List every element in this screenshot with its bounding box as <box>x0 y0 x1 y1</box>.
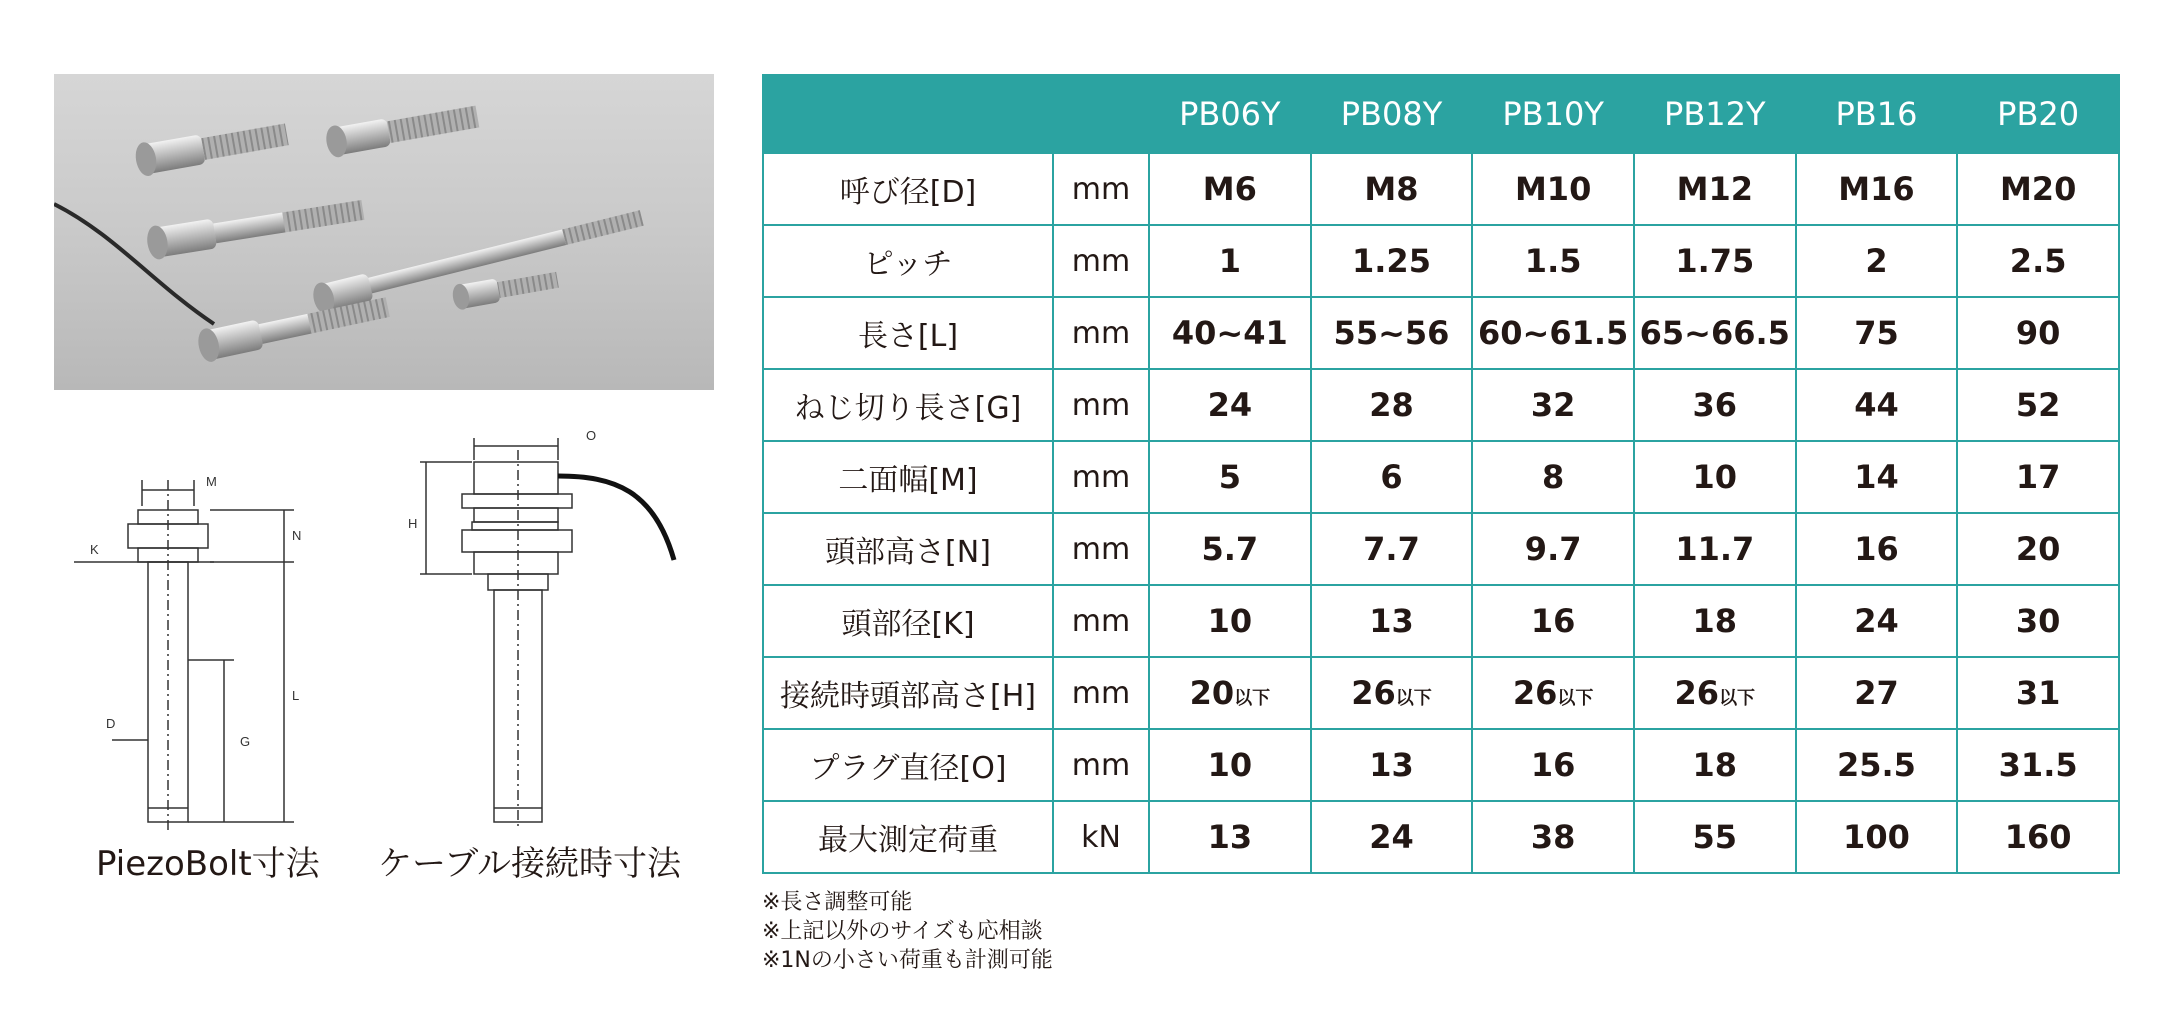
cell-value: 5.7 <box>1201 530 1259 568</box>
table-cell <box>1634 153 1796 225</box>
table-cell <box>1311 801 1473 873</box>
table-cell <box>1796 801 1958 873</box>
table-cell <box>1149 153 1311 225</box>
caption-piezobolt: PiezoBolt寸法 <box>96 844 320 884</box>
cell-suffix: 以下 <box>1395 688 1432 709</box>
product-photo <box>54 74 714 390</box>
cell-suffix: 以下 <box>1234 688 1271 709</box>
table-row <box>763 801 2119 873</box>
table-cell <box>1957 801 2119 873</box>
cell-value: M10 <box>1514 170 1592 208</box>
table-row <box>763 729 2119 801</box>
cell-value: 11.7 <box>1675 530 1755 568</box>
cell-value: 14 <box>1854 458 1899 496</box>
cell-value: 6 <box>1380 458 1403 496</box>
cell-value: 60~61.5 <box>1477 314 1629 352</box>
cell-value: 24 <box>1369 818 1414 856</box>
table-cell <box>1796 225 1958 297</box>
cable-connected-drawing <box>420 438 572 830</box>
table-cell <box>1311 369 1473 441</box>
table-cell <box>1634 513 1796 585</box>
table-cell <box>1472 729 1634 801</box>
caption-cable: ケーブル接続時寸法 <box>378 844 681 884</box>
header-model: PB10Y <box>1472 75 1634 153</box>
table-cell <box>1149 225 1311 297</box>
row-unit: mm <box>1053 729 1149 801</box>
table-cell <box>1796 369 1958 441</box>
row-label: ピッチ <box>763 225 1053 297</box>
table-cell <box>1149 297 1311 369</box>
cell-value: M12 <box>1676 170 1753 208</box>
row-label: 最大測定荷重 <box>763 801 1053 873</box>
cell-value: 18 <box>1692 746 1738 784</box>
row-unit: mm <box>1053 297 1149 369</box>
row-unit: mm <box>1053 153 1149 225</box>
dim-label-m: M <box>206 474 217 489</box>
table-cell <box>1149 801 1311 873</box>
cell-value: 20 <box>2015 530 2061 568</box>
table-cell <box>1472 369 1634 441</box>
table-cell <box>1796 441 1958 513</box>
cell-value: 65~66.5 <box>1639 314 1790 352</box>
cell-value: 13 <box>1207 818 1253 856</box>
cell-value: 10 <box>1207 602 1253 640</box>
table-cell <box>1472 585 1634 657</box>
table-cell <box>1311 585 1473 657</box>
row-unit: mm <box>1053 441 1149 513</box>
header-blank <box>763 75 1053 153</box>
table-cell <box>1634 441 1796 513</box>
cell-value: 26 <box>1674 674 1720 712</box>
dim-label-g: G <box>240 734 251 749</box>
header-model: PB12Y <box>1634 75 1796 153</box>
table-cell <box>1634 657 1796 729</box>
table-cell <box>1957 729 2119 801</box>
cell-value: 38 <box>1530 818 1576 856</box>
row-label: 長さ[L] <box>763 297 1053 369</box>
table-row <box>763 369 2119 441</box>
table-cell <box>1957 585 2119 657</box>
dim-label-l: L <box>292 688 300 703</box>
cell-value: 36 <box>1692 386 1738 424</box>
header-model: PB16 <box>1796 75 1958 153</box>
cell-value: M8 <box>1364 170 1419 208</box>
table-cell <box>1149 513 1311 585</box>
header-model: PB20 <box>1957 75 2119 153</box>
cell-value: 90 <box>2015 314 2061 352</box>
dim-label-h: H <box>408 516 418 531</box>
table-cell <box>1796 729 1958 801</box>
cell-value: 2 <box>1865 242 1888 280</box>
header-unit-blank <box>1053 75 1149 153</box>
cell-value: 160 <box>2004 818 2072 856</box>
cell-value: 31.5 <box>1998 746 2078 784</box>
table-cell <box>1957 225 2119 297</box>
table-cell <box>1149 369 1311 441</box>
header-model: PB08Y <box>1311 75 1473 153</box>
cell-value: 30 <box>2015 602 2061 640</box>
cell-value: 40~41 <box>1171 314 1288 352</box>
table-cell <box>1634 801 1796 873</box>
cell-value: 75 <box>1854 314 1899 352</box>
header-model: PB06Y <box>1149 75 1311 153</box>
cell-value: 31 <box>2015 674 2061 712</box>
row-unit: kN <box>1053 801 1149 873</box>
table-cell <box>1957 657 2119 729</box>
cell-value: 26 <box>1351 674 1396 712</box>
cell-value: 1.5 <box>1524 242 1582 280</box>
table-cell <box>1957 513 2119 585</box>
table-row <box>763 441 2119 513</box>
table-cell <box>1634 297 1796 369</box>
table-cell <box>1311 657 1473 729</box>
table-cell <box>1796 153 1958 225</box>
cell-value: 16 <box>1530 602 1576 640</box>
table-cell <box>1472 801 1634 873</box>
table-cell <box>1796 657 1958 729</box>
cell-value: 1.25 <box>1352 242 1431 280</box>
row-unit: mm <box>1053 657 1149 729</box>
cell-value: 52 <box>2015 386 2061 424</box>
table-row <box>763 657 2119 729</box>
cell-value: 13 <box>1369 602 1414 640</box>
row-label: ねじ切り長さ[G] <box>763 369 1053 441</box>
table-cell <box>1472 441 1634 513</box>
cell-value: 24 <box>1207 386 1253 424</box>
table-cell <box>1472 153 1634 225</box>
cell-suffix: 以下 <box>1719 688 1756 709</box>
cell-value: 25.5 <box>1836 746 1916 784</box>
table-cell <box>1796 585 1958 657</box>
dim-label-o: O <box>586 428 597 443</box>
notes <box>762 888 1053 975</box>
row-unit: mm <box>1053 369 1149 441</box>
table-cell <box>1472 657 1634 729</box>
table-cell <box>1149 729 1311 801</box>
table-cell <box>1149 657 1311 729</box>
cell-value: 27 <box>1854 674 1899 712</box>
table-cell <box>1634 225 1796 297</box>
cable-icon <box>558 476 674 560</box>
table-cell <box>1634 729 1796 801</box>
table-cell <box>1311 441 1473 513</box>
table-cell <box>1311 297 1473 369</box>
table-cell <box>1796 513 1958 585</box>
table-cell <box>1634 369 1796 441</box>
row-label: 接続時頭部高さ[H] <box>763 657 1053 729</box>
cell-value: 55~56 <box>1333 314 1450 352</box>
row-label: 頭部高さ[N] <box>763 513 1053 585</box>
dim-label-d: D <box>106 716 116 731</box>
row-label: 呼び径[D] <box>763 153 1053 225</box>
dim-label-k: K <box>90 542 99 557</box>
cell-value: 16 <box>1530 746 1576 784</box>
table-row <box>763 585 2119 657</box>
cell-value: M6 <box>1202 170 1257 208</box>
cell-value: 17 <box>2015 458 2061 496</box>
table-cell <box>1957 153 2119 225</box>
row-label: 頭部径[K] <box>763 585 1053 657</box>
row-unit: mm <box>1053 225 1149 297</box>
table-header-row <box>763 75 2119 153</box>
cell-value: 32 <box>1530 386 1576 424</box>
table-cell <box>1311 729 1473 801</box>
table-cell <box>1149 441 1311 513</box>
table-cell <box>1149 585 1311 657</box>
cell-value: M20 <box>1999 170 2077 208</box>
cell-value: 1 <box>1218 242 1241 280</box>
table-row <box>763 225 2119 297</box>
row-unit: mm <box>1053 513 1149 585</box>
cell-value: 55 <box>1692 818 1738 856</box>
table-cell <box>1957 369 2119 441</box>
cell-value: 9.7 <box>1524 530 1582 568</box>
cell-value: 26 <box>1512 674 1558 712</box>
note-item: ※上記以外のサイズも応相談 <box>762 919 1043 944</box>
table-cell <box>1957 297 2119 369</box>
cell-value: 28 <box>1369 386 1414 424</box>
cell-value: 2.5 <box>2009 242 2067 280</box>
table-cell <box>1311 153 1473 225</box>
row-label: プラグ直径[O] <box>763 729 1053 801</box>
table-cell <box>1472 297 1634 369</box>
row-unit: mm <box>1053 585 1149 657</box>
dimension-drawing <box>54 410 714 880</box>
note-item: ※1Nの小さい荷重も計測可能 <box>762 948 1053 973</box>
table-row <box>763 297 2119 369</box>
table-cell <box>1311 513 1473 585</box>
spec-table <box>762 74 2120 874</box>
cell-value: 5 <box>1218 458 1241 496</box>
cell-value: 10 <box>1692 458 1738 496</box>
table-cell <box>1796 297 1958 369</box>
cell-value: 16 <box>1854 530 1899 568</box>
note-item: ※長さ調整可能 <box>762 890 913 915</box>
cell-value: 13 <box>1369 746 1414 784</box>
cell-value: 18 <box>1692 602 1738 640</box>
table-cell <box>1957 441 2119 513</box>
cell-value: 7.7 <box>1363 530 1420 568</box>
cell-value: 20 <box>1189 674 1235 712</box>
table-row <box>763 153 2119 225</box>
table-cell <box>1472 225 1634 297</box>
table-cell <box>1311 225 1473 297</box>
cell-value: 24 <box>1854 602 1899 640</box>
table-row <box>763 513 2119 585</box>
cell-value: 44 <box>1854 386 1899 424</box>
cell-value: 8 <box>1542 458 1565 496</box>
table-cell <box>1472 513 1634 585</box>
dim-label-n: N <box>292 528 302 543</box>
cell-value: M16 <box>1838 170 1915 208</box>
cell-value: 1.75 <box>1675 242 1755 280</box>
cell-value: 100 <box>1843 818 1910 856</box>
row-label: 二面幅[M] <box>763 441 1053 513</box>
piezobolt-drawing <box>74 480 294 830</box>
cell-value: 10 <box>1207 746 1253 784</box>
cell-suffix: 以下 <box>1557 688 1594 709</box>
table-cell <box>1634 585 1796 657</box>
